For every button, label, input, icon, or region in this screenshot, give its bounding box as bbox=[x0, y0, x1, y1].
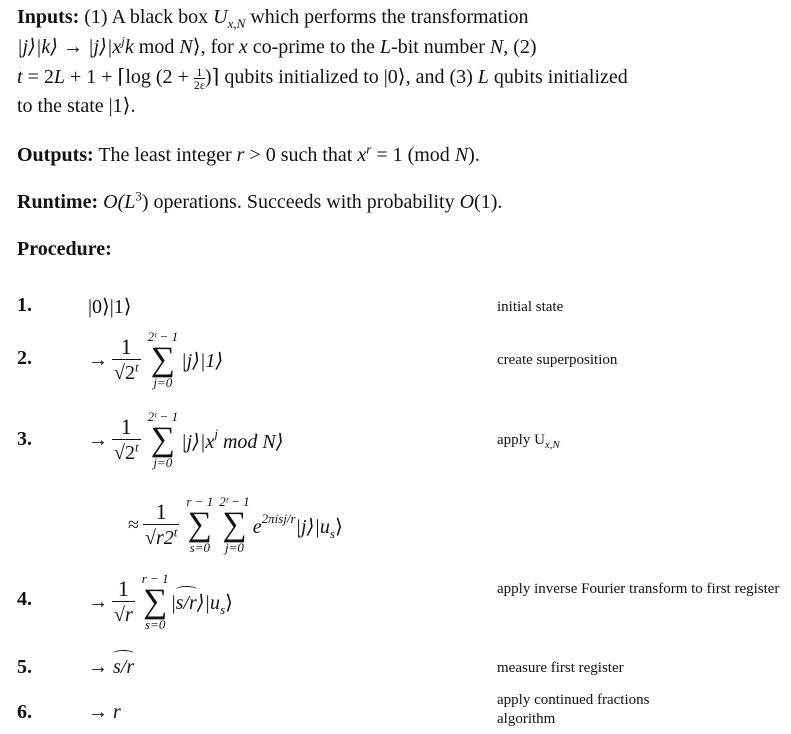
math: t bbox=[173, 523, 178, 539]
step-number: 4. bbox=[17, 588, 32, 610]
math: 3 bbox=[135, 188, 142, 204]
step-number: 2. bbox=[17, 347, 32, 369]
numerator: 1 bbox=[196, 64, 203, 79]
math: x bbox=[357, 144, 367, 166]
step-1-expression: |0⟩|1⟩ bbox=[88, 296, 132, 318]
power-expression bbox=[181, 427, 283, 454]
summation bbox=[148, 330, 178, 390]
fraction bbox=[112, 335, 141, 386]
summation bbox=[148, 410, 178, 470]
math: ⟩ bbox=[225, 591, 233, 614]
step-5-expression bbox=[88, 656, 134, 679]
step-comment: apply continued fractions algorithm bbox=[497, 692, 650, 727]
lower-limit: j=0 bbox=[225, 540, 244, 555]
inputs-line-3 bbox=[17, 64, 628, 91]
text: ) operations. Succeeds with probability bbox=[141, 191, 460, 213]
math: |j⟩|x bbox=[181, 430, 215, 453]
approximation-expression bbox=[128, 482, 343, 568]
arrow-icon: → bbox=[88, 348, 108, 371]
lower-limit: j=0 bbox=[153, 455, 173, 470]
text: The least integer bbox=[98, 144, 237, 166]
inputs-line-4: to the state |1⟩. bbox=[17, 95, 136, 117]
step-number: 5. bbox=[17, 656, 32, 678]
inputs-line-1 bbox=[17, 6, 529, 29]
fraction bbox=[112, 577, 135, 628]
math-tilde: s/r bbox=[113, 656, 135, 678]
lower-limit: s=0 bbox=[145, 617, 166, 632]
summation bbox=[219, 495, 249, 555]
math: ⟩ bbox=[334, 515, 343, 538]
step-number: 3. bbox=[17, 428, 32, 450]
math: t bbox=[134, 358, 139, 374]
math: x,N bbox=[227, 16, 246, 31]
approx-symbol: ≈ bbox=[128, 513, 139, 536]
sigma-icon: ∑ bbox=[187, 506, 212, 543]
sigma-icon: ∑ bbox=[143, 583, 168, 620]
math: x,N bbox=[544, 439, 560, 451]
text: -bit number bbox=[391, 36, 490, 58]
fraction bbox=[143, 500, 179, 551]
text: mod bbox=[133, 36, 180, 58]
math: √2 bbox=[114, 361, 135, 384]
math: e bbox=[252, 515, 262, 538]
step-number: 6. bbox=[17, 701, 32, 723]
math: r bbox=[366, 141, 372, 157]
math: mod N⟩ bbox=[217, 430, 284, 453]
step-comment: create superposition bbox=[497, 352, 618, 368]
sigma-icon: ∑ bbox=[150, 421, 175, 458]
upper-limit: 2ᵗ − 1 bbox=[219, 494, 250, 509]
step-comment: measure first register bbox=[497, 660, 624, 676]
text: ). bbox=[468, 144, 480, 166]
numerator: 1 bbox=[117, 575, 129, 601]
math: O bbox=[103, 191, 118, 213]
lower-limit: j=0 bbox=[153, 375, 173, 390]
numerator: 1 bbox=[120, 333, 132, 359]
upper-limit: 2ᵗ − 1 bbox=[147, 409, 179, 424]
math: |j⟩|1⟩ bbox=[181, 349, 224, 372]
outputs-line bbox=[17, 141, 480, 167]
runtime-label: Runtime: bbox=[17, 191, 99, 213]
fraction bbox=[194, 66, 205, 91]
text: )⌉ qubits initialized to |0⟩, and (3) bbox=[204, 66, 478, 88]
step-3-expression bbox=[88, 400, 284, 480]
math: t bbox=[17, 66, 23, 88]
exponential-expression bbox=[253, 512, 343, 539]
math-tilde: s/r bbox=[175, 591, 197, 614]
text: = 2 bbox=[22, 66, 54, 88]
exponent: 2πisj/r bbox=[261, 510, 296, 526]
arrow-icon: → bbox=[88, 590, 108, 613]
math: j bbox=[214, 425, 218, 441]
math: j bbox=[121, 33, 125, 49]
text: qubits initialized bbox=[488, 66, 628, 88]
runtime-line bbox=[17, 188, 503, 214]
numerator: 1 bbox=[120, 413, 132, 439]
text: (1). bbox=[474, 191, 503, 213]
math: | bbox=[171, 591, 176, 614]
text: + 1 + ⌈log (2 + bbox=[64, 66, 194, 88]
sigma-icon: ∑ bbox=[222, 506, 247, 543]
denominator: √r bbox=[112, 601, 135, 628]
upper-limit: r − 1 bbox=[141, 571, 169, 586]
math: |j⟩|k⟩ → |j⟩|x bbox=[17, 36, 122, 58]
step-2-expression bbox=[88, 320, 223, 400]
upper-limit: r − 1 bbox=[186, 494, 214, 509]
math: ⟩|u bbox=[196, 591, 221, 614]
sigma-icon: ∑ bbox=[150, 341, 175, 378]
math: r bbox=[113, 701, 121, 723]
math: s bbox=[220, 601, 226, 617]
arrow-icon: → bbox=[88, 701, 108, 723]
inputs-line-2 bbox=[17, 34, 537, 59]
procedure-label bbox=[17, 238, 112, 261]
denominator: 2ε bbox=[193, 77, 205, 92]
procedure-heading: Procedure: bbox=[17, 238, 112, 260]
text: which performs the transformation bbox=[245, 6, 529, 28]
summation bbox=[186, 495, 213, 555]
step-4-expression bbox=[88, 562, 233, 642]
math: (L bbox=[117, 191, 136, 213]
upper-limit: 2ᵗ − 1 bbox=[147, 329, 179, 344]
arrow-icon: → bbox=[88, 656, 108, 678]
step-6-expression bbox=[88, 701, 121, 724]
math: L bbox=[477, 66, 489, 88]
text: co-prime to the bbox=[247, 36, 380, 58]
math: U bbox=[213, 6, 228, 28]
denominator bbox=[112, 359, 141, 386]
math: L bbox=[53, 66, 65, 88]
text: ⟩, for bbox=[192, 36, 239, 58]
ket-expression bbox=[172, 590, 233, 615]
math: O bbox=[459, 191, 475, 213]
summation bbox=[142, 572, 169, 632]
step-number: 1. bbox=[17, 294, 32, 316]
math: r bbox=[236, 144, 245, 166]
numerator: 1 bbox=[155, 498, 167, 524]
text: > 0 such that bbox=[244, 144, 358, 166]
math: L bbox=[379, 36, 392, 58]
step-comment bbox=[497, 431, 560, 450]
text: , (2) bbox=[503, 36, 537, 58]
inputs-label: Inputs: bbox=[17, 6, 80, 28]
math: N bbox=[489, 36, 504, 58]
text: apply U bbox=[497, 432, 545, 448]
math: √2 bbox=[114, 441, 135, 464]
denominator bbox=[143, 524, 179, 551]
math: N bbox=[179, 36, 193, 58]
math: s bbox=[329, 525, 335, 541]
outputs-label: Outputs: bbox=[17, 144, 94, 166]
denominator bbox=[112, 439, 141, 466]
math: k bbox=[124, 36, 134, 58]
fraction bbox=[112, 415, 141, 466]
math: √r2 bbox=[144, 526, 174, 549]
text: = 1 (mod bbox=[371, 144, 455, 166]
step-comment: apply inverse Fourier transform to first register bbox=[497, 581, 780, 597]
math: |j⟩|u bbox=[295, 515, 330, 538]
math: x bbox=[238, 36, 248, 58]
text: (1) A black box bbox=[84, 6, 214, 28]
math: N bbox=[454, 144, 469, 166]
step-comment: initial state bbox=[497, 299, 564, 315]
arrow-icon: → bbox=[88, 428, 108, 451]
lower-limit: s=0 bbox=[189, 540, 210, 555]
math: t bbox=[134, 438, 139, 454]
